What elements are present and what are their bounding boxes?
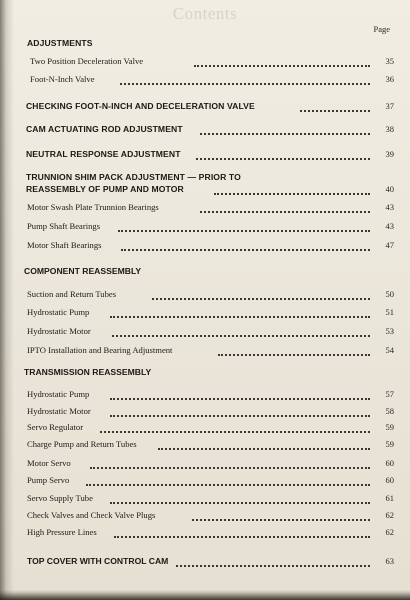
dot-leader [196,150,370,160]
toc-entry [0,324,410,338]
toc-page-number: 47 [385,240,394,250]
toc-heading-component-reassembly [0,264,410,278]
toc-entry [0,387,410,401]
toc-page-number: 36 [385,74,394,84]
toc-entry-text: Check Valves and Check Valve Plugs [27,510,156,520]
toc-entry [0,122,410,136]
toc-page-number: 60 [385,475,394,485]
toc-entry [0,219,410,233]
toc-page-number: 43 [385,202,394,212]
toc-page-number: 63 [385,556,394,566]
toc-entry-text: Motor Servo [27,458,71,468]
toc-entry [0,99,410,113]
toc-entry [0,287,410,301]
dot-leader [200,125,370,135]
toc-entry-text: NEUTRAL RESPONSE ADJUSTMENT [26,149,181,159]
toc-entry [0,182,410,196]
dot-leader [110,308,370,318]
dot-leader [300,102,370,112]
dot-leader [110,390,370,400]
dot-leader [176,557,370,567]
toc-entry-text: CAM ACTUATING ROD ADJUSTMENT [26,124,183,134]
toc-entry [0,343,410,357]
toc-entry-text: IPTO Installation and Bearing Adjustment [27,345,173,355]
toc-page-number: 58 [385,406,394,416]
dot-leader [90,459,370,469]
toc-page-number: 51 [385,307,394,317]
dot-leader [120,75,370,85]
toc-entry [0,72,410,86]
dot-leader [112,327,370,337]
toc-entry [0,200,410,214]
toc-entry [0,525,410,539]
toc-page-number: 53 [385,326,394,336]
dot-leader [121,241,370,251]
toc-entry [0,54,410,68]
toc-page-number: 50 [385,289,394,299]
toc-entry [0,491,410,505]
toc-entry-text: Hydrostatic Motor [27,406,91,416]
toc-page-number: 40 [385,184,394,194]
toc-entry-text: Hydrostatic Pump [27,307,90,317]
toc-entry-text: Servo Regulator [27,422,84,432]
toc-entry-text: Hydrostatic Pump [27,389,90,399]
toc-heading-adjustments [0,36,410,50]
toc-entry [0,456,410,470]
toc-entry [0,554,410,568]
dot-leader [218,346,370,356]
toc-entry-text: Motor Shaft Bearings [27,240,102,250]
toc-page-number: 60 [385,458,394,468]
toc-entry-text: Servo Supply Tube [27,493,93,503]
dot-leader [192,511,370,521]
toc-entry-text: TRUNNION SHIM PACK ADJUSTMENT — PRIOR TO [26,172,241,182]
toc-page-number: 39 [385,149,394,159]
dot-leader [110,407,370,417]
dot-leader [152,290,370,300]
toc-entry-text: Foot-N-Inch Valve [30,74,95,84]
toc-entry-text: High Pressure Lines [27,527,97,537]
toc-page-number: 54 [385,345,394,355]
dot-leader [118,222,370,232]
toc-entry-text: Two Position Deceleration Valve [30,56,144,66]
toc-page-number: 37 [385,101,394,111]
toc-page-number: 62 [385,510,394,520]
toc-entry [0,404,410,418]
dot-leader [86,476,370,486]
dot-leader [200,203,370,213]
toc-page-number: 61 [385,493,394,503]
toc-entry-text: Pump Servo [27,475,70,485]
toc-entry-text: Suction and Return Tubes [27,289,117,299]
contents-title: Contents [172,4,238,23]
toc-page-number: 57 [385,389,394,399]
dot-leader [110,494,370,504]
toc-entry [0,473,410,487]
toc-entry-text: COMPONENT REASSEMBLY [24,266,142,276]
toc-entry-text: REASSEMBLY OF PUMP AND MOTOR [26,184,184,194]
page-column-label: Page [373,24,390,34]
toc-entry-text: TRANSMISSION REASSEMBLY [24,367,152,377]
toc-entry-text: Charge Pump and Return Tubes [27,439,137,449]
toc-entry-text: Pump Shaft Bearings [27,221,101,231]
toc-entry [0,437,410,451]
dot-leader [100,423,370,433]
toc-entry [0,147,410,161]
toc-heading-transmission-reassembly [0,365,410,379]
toc-entry [0,238,410,252]
toc-entry [0,508,410,522]
toc-entry-text: TOP COVER WITH CONTROL CAM [27,556,169,566]
toc-entry-text: ADJUSTMENTS [27,38,93,48]
toc-page-number: 35 [385,56,394,66]
toc-page-number: 38 [385,124,394,134]
dot-leader [214,185,370,195]
toc-entry [0,305,410,319]
toc-entry-text: Hydrostatic Motor [27,326,91,336]
toc-page-number: 59 [385,439,394,449]
dot-leader [194,57,370,67]
toc-entry [0,420,410,434]
toc-page-number: 59 [385,422,394,432]
dot-leader [114,528,370,538]
toc-entry-text: CHECKING FOOT-N-INCH AND DECELERATION VALVE [26,101,255,111]
toc-page-number: 62 [385,527,394,537]
dot-leader [158,440,370,450]
toc-entry-text: Motor Swash Plate Trunnion Bearings [27,202,159,212]
toc-page-number: 43 [385,221,394,231]
